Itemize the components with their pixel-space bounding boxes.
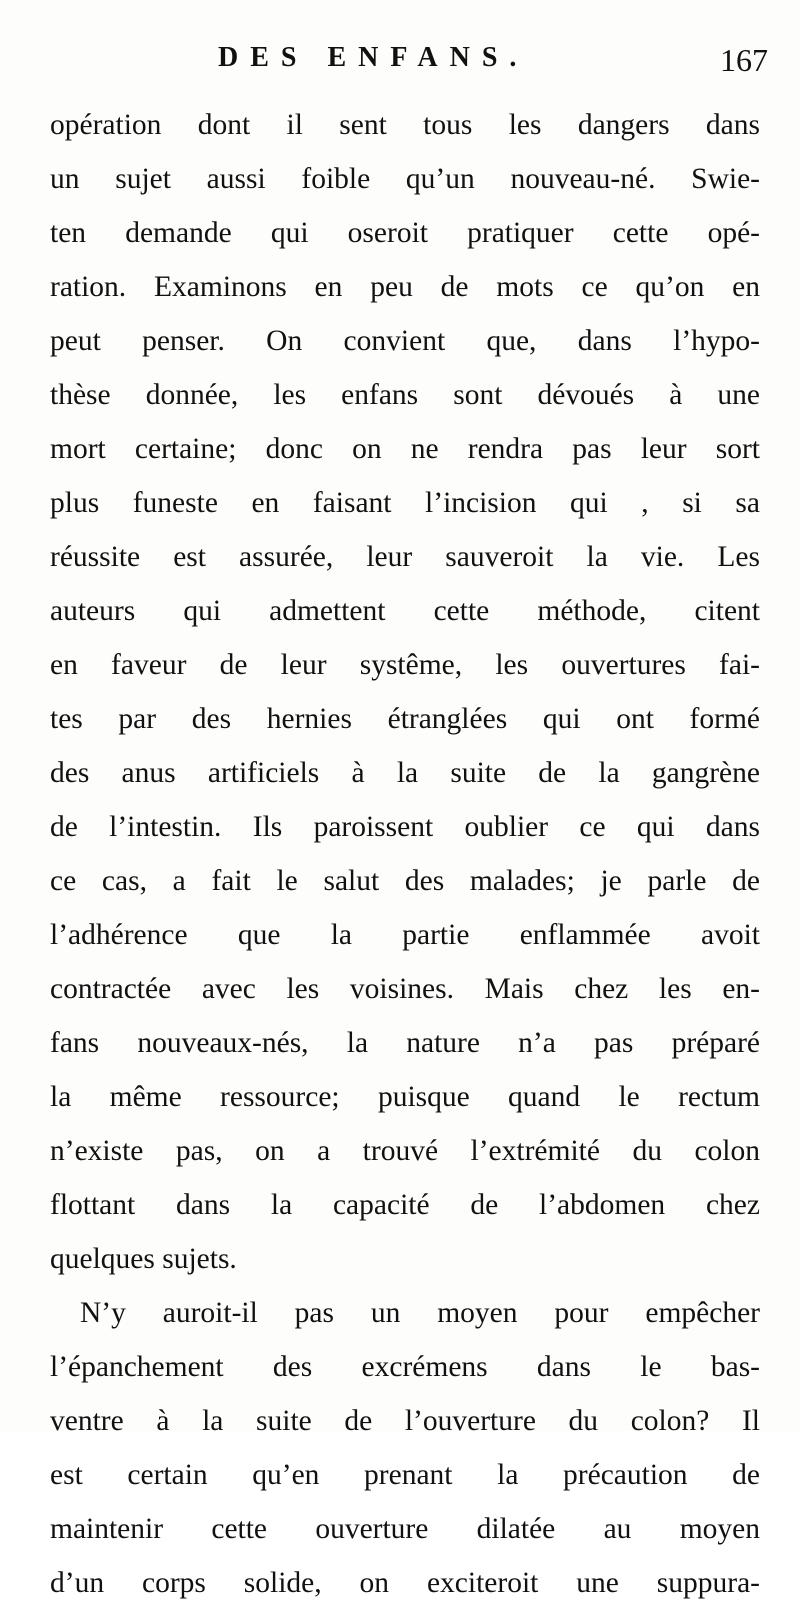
text-line: maintenir cette ouverture dilatée au moyen: [50, 1513, 760, 1545]
text-line: ventre à la suite de l’ouverture du colon? Il: [50, 1405, 760, 1437]
text-line: réussite est assurée, leur sauveroit la vie. Les: [50, 541, 760, 573]
text-line: en faveur de leur systême, les ouvertures fai-: [50, 649, 760, 681]
text-line: la même ressource; puisque quand le rectum: [50, 1081, 760, 1113]
page-header: [48, 42, 768, 92]
text-line: auteurs qui admettent cette méthode, citent: [50, 595, 760, 627]
page-number: 167: [720, 42, 768, 78]
text-line: ce cas, a fait le salut des malades; je parle de: [50, 865, 760, 897]
text-line: mort certaine; donc on ne rendra pas leur sort: [50, 433, 760, 465]
paragraph-start-line: N’y auroit-il pas un moyen pour empêcher: [80, 1297, 760, 1329]
text-line: est certain qu’en prenant la précaution de: [50, 1459, 760, 1491]
paragraph-end-line: quelques sujets.: [50, 1243, 237, 1275]
text-line: ration. Examinons en peu de mots ce qu’on en: [50, 271, 760, 303]
text-line: fans nouveaux-nés, la nature n’a pas préparé: [50, 1027, 760, 1059]
text-line: d’un corps solide, on exciteroit une suppura-: [50, 1567, 760, 1599]
text-line: un sujet aussi foible qu’un nouveau-né. Swie-: [50, 163, 760, 195]
text-line: peut penser. On convient que, dans l’hypo-: [50, 325, 760, 357]
text-line: ten demande qui oseroit pratiquer cette opé-: [50, 217, 760, 249]
text-line: opération dont il sent tous les dangers dans: [50, 109, 760, 141]
text-line: n’existe pas, on a trouvé l’extrémité du colon: [50, 1135, 760, 1167]
text-line: contractée avec les voisines. Mais chez les en-: [50, 973, 760, 1005]
text-line: flottant dans la capacité de l’abdomen chez: [50, 1189, 760, 1221]
text-line: de l’intestin. Ils paroissent oublier ce qui dans: [50, 811, 760, 843]
text-line: l’épanchement des excrémens dans le bas-: [50, 1351, 760, 1383]
text-line: thèse donnée, les enfans sont dévoués à une: [50, 379, 760, 411]
text-line: plus funeste en faisant l’incision qui , si sa: [50, 487, 760, 519]
body-text: [50, 98, 760, 1610]
running-title: DES ENFANS.: [218, 42, 529, 73]
text-line: l’adhérence que la partie enflammée avoit: [50, 919, 760, 951]
text-line: des anus artificiels à la suite de la gangrène: [50, 757, 760, 789]
text-line: tes par des hernies étranglées qui ont formé: [50, 703, 760, 735]
